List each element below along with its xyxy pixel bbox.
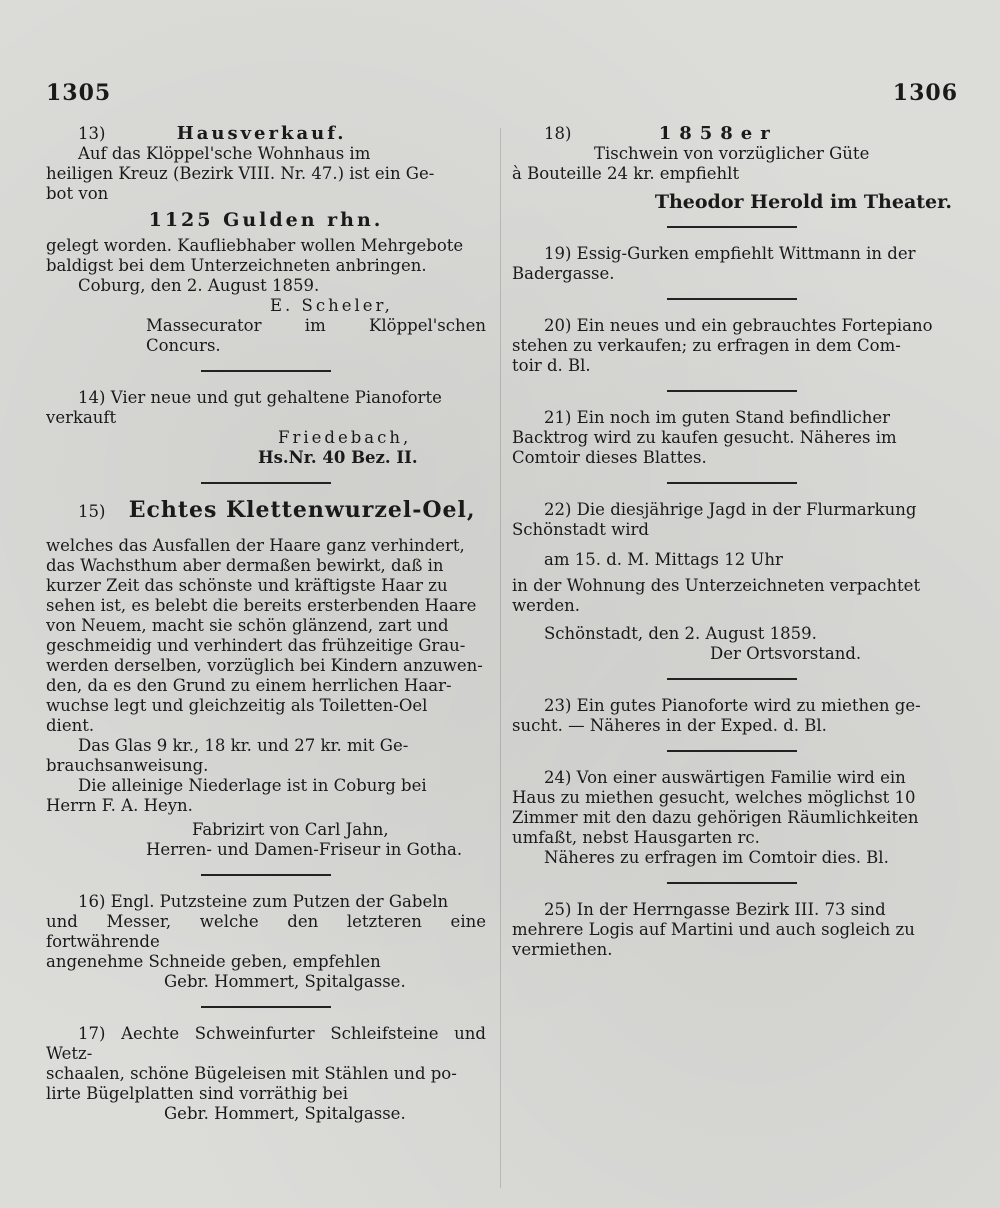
bid-amount: 1125 Gulden rhn. [148,209,384,231]
text-line: heiligen Kreuz (Bezirk VIII. Nr. 47.) ist ein Ge- [46,164,435,183]
text-line: Haus zu miethen gesucht, welches möglichst 10 [512,788,916,807]
ad-19 [512,244,952,284]
maker-line: Herren- und Damen-Friseur in Gotha. [146,840,463,859]
text-line: 22) Die diesjährige Jagd in der Flurmarkung [544,500,917,519]
signature-name: E. Scheler, [270,296,393,315]
signature-line: Der Ortsvorstand. [710,644,862,663]
left-column [46,124,486,1124]
text-line: 19) Essig-Gurken empfiehlt Wittmann in der [544,244,916,263]
depot-line: Herrn F. A. Heyn. [46,796,193,815]
ad-20 [512,316,952,376]
separator-rule [667,390,797,392]
separator-rule [667,226,797,228]
text-line: Backtrog wird zu kaufen gesucht. Näheres im [512,428,897,447]
ad-17 [46,1024,486,1124]
separator-rule [201,370,331,372]
text-line: 16) Engl. Putzsteine zum Putzen der Gabeln [78,892,449,911]
date-line: Coburg, den 2. August 1859. [78,276,320,295]
hunt-date: am 15. d. M. Mittags 12 Uhr [544,550,783,569]
ad-24 [512,768,952,868]
signature-role: Massecurator im Klöppel'schen Concurs. [146,316,486,355]
separator-rule [667,882,797,884]
text-line: wuchse legt und gleichzeitig als Toiletten-Oel [46,696,428,715]
address-line: Hs.Nr. 40 Bez. II. [258,448,418,467]
text-line: à Bouteille 24 kr. empfiehlt [512,164,740,183]
text-line: von Neuem, macht sie schön glänzend, zart und [46,616,449,635]
text-line: vermiethen. [512,940,613,959]
ad-number: 14) [78,388,106,407]
text-line: stehen zu verkaufen; zu erfragen in dem Com- [512,336,901,355]
date-line: Schönstadt, den 2. August 1859. [544,624,817,643]
text-line: verkauft [46,408,117,427]
text-line: lirte Bügelplatten sind vorräthig bei [46,1084,349,1103]
text-line: Auf das Klöppel'sche Wohnhaus im [78,144,371,163]
text-line: werden derselben, vorzüglich bei Kindern anzuwen- [46,656,483,675]
text-line: den, da es den Grund zu einem herrlichen Haar- [46,676,452,695]
price-line: brauchsanweisung. [46,756,209,775]
text-line: Zimmer mit den dazu gehörigen Räumlichkeiten [512,808,919,827]
text-line: sehen ist, es belebt die bereits ersterbenden Haare [46,596,477,615]
separator-rule [667,298,797,300]
text-line: 23) Ein gutes Pianoforte wird zu miethen ge- [544,696,921,715]
ad-heading: Hausverkauf. [176,123,347,144]
separator-rule [201,482,331,484]
signature-line: Theodor Herold im Theater. [654,191,952,213]
text-line: dient. [46,716,95,735]
separator-rule [667,482,797,484]
text-line: Tischwein von vorzüglicher Güte [594,144,870,163]
text-line: das Wachsthum aber dermaßen bewirkt, daß in [46,556,444,575]
depot-line: Die alleinige Niederlage ist in Coburg bei [78,776,427,795]
ad-heading: Echtes Klettenwurzel-Oel, [128,497,476,523]
ad-25 [512,900,952,960]
text-line: sucht. — Näheres in der Exped. d. Bl. [512,716,827,735]
text-line: mehrere Logis auf Martini und auch sogleich zu [512,920,915,939]
text-line: angenehme Schneide geben, empfehlen [46,952,381,971]
page-number-left: 1305 [46,80,112,106]
text-line: toir d. Bl. [512,356,591,375]
column-divider [500,128,501,1188]
signature-line: Gebr. Hommert, Spitalgasse. [164,1104,406,1123]
separator-rule [201,1006,331,1008]
signature-name: Friedebach, [278,428,412,447]
ad-16 [46,892,486,992]
text-line: Näheres zu erfragen im Comtoir dies. Bl. [544,848,889,867]
ad-23 [512,696,952,736]
text-line: werden. [512,596,580,615]
wine-year: 1858er [658,123,778,144]
price-line: Das Glas 9 kr., 18 kr. und 27 kr. mit Ge- [78,736,409,755]
ad-number: 13) [78,124,106,143]
text-line: 25) In der Herrngasse Bezirk III. 73 sind [544,900,886,919]
text-line: Badergasse. [512,264,615,283]
ad-13 [46,124,486,356]
text-line: 20) Ein neues und ein gebrauchtes Fortepiano [544,316,933,335]
ad-number: 18) [544,124,572,143]
text-line: Vier neue und gut gehaltene Pianoforte [110,388,442,407]
ad-22 [512,500,952,664]
text-line: 17) Aechte Schweinfurter Schleifsteine und Wetz- [46,1024,486,1063]
text-line: und Messer, welche den letzteren eine fortwährende [46,912,486,951]
text-line: Schönstadt wird [512,520,649,539]
text-line: Comtoir dieses Blattes. [512,448,707,467]
separator-rule [667,750,797,752]
ad-18 [512,124,952,212]
ad-number: 15) [78,502,106,521]
text-line: kurzer Zeit das schönste und kräftigste Haar zu [46,576,448,595]
right-column [512,124,952,960]
signature-line: Gebr. Hommert, Spitalgasse. [164,972,406,991]
text-line: umfaßt, nebst Hausgarten rc. [512,828,760,847]
text-line: bot von [46,184,109,203]
text-line: schaalen, schöne Bügeleisen mit Stählen und po- [46,1064,457,1083]
text-line: welches das Ausfallen der Haare ganz verhindert, [46,536,465,555]
text-line: 21) Ein noch im guten Stand befindlicher [544,408,890,427]
text-line: geschmeidig und verhindert das frühzeitige Grau- [46,636,466,655]
ad-21 [512,408,952,468]
text-line: 24) Von einer auswärtigen Familie wird ein [544,768,906,787]
text-line: gelegt worden. Kaufliebhaber wollen Mehrgebote [46,236,464,255]
text-line: baldigst bei dem Unterzeichneten anbringen. [46,256,427,275]
page-number-right: 1306 [892,80,958,106]
ad-15 [46,497,486,860]
ad-14 [46,388,486,468]
separator-rule [201,874,331,876]
maker-line: Fabrizirt von Carl Jahn, [192,820,389,839]
separator-rule [667,678,797,680]
text-line: in der Wohnung des Unterzeichneten verpachtet [512,576,921,595]
